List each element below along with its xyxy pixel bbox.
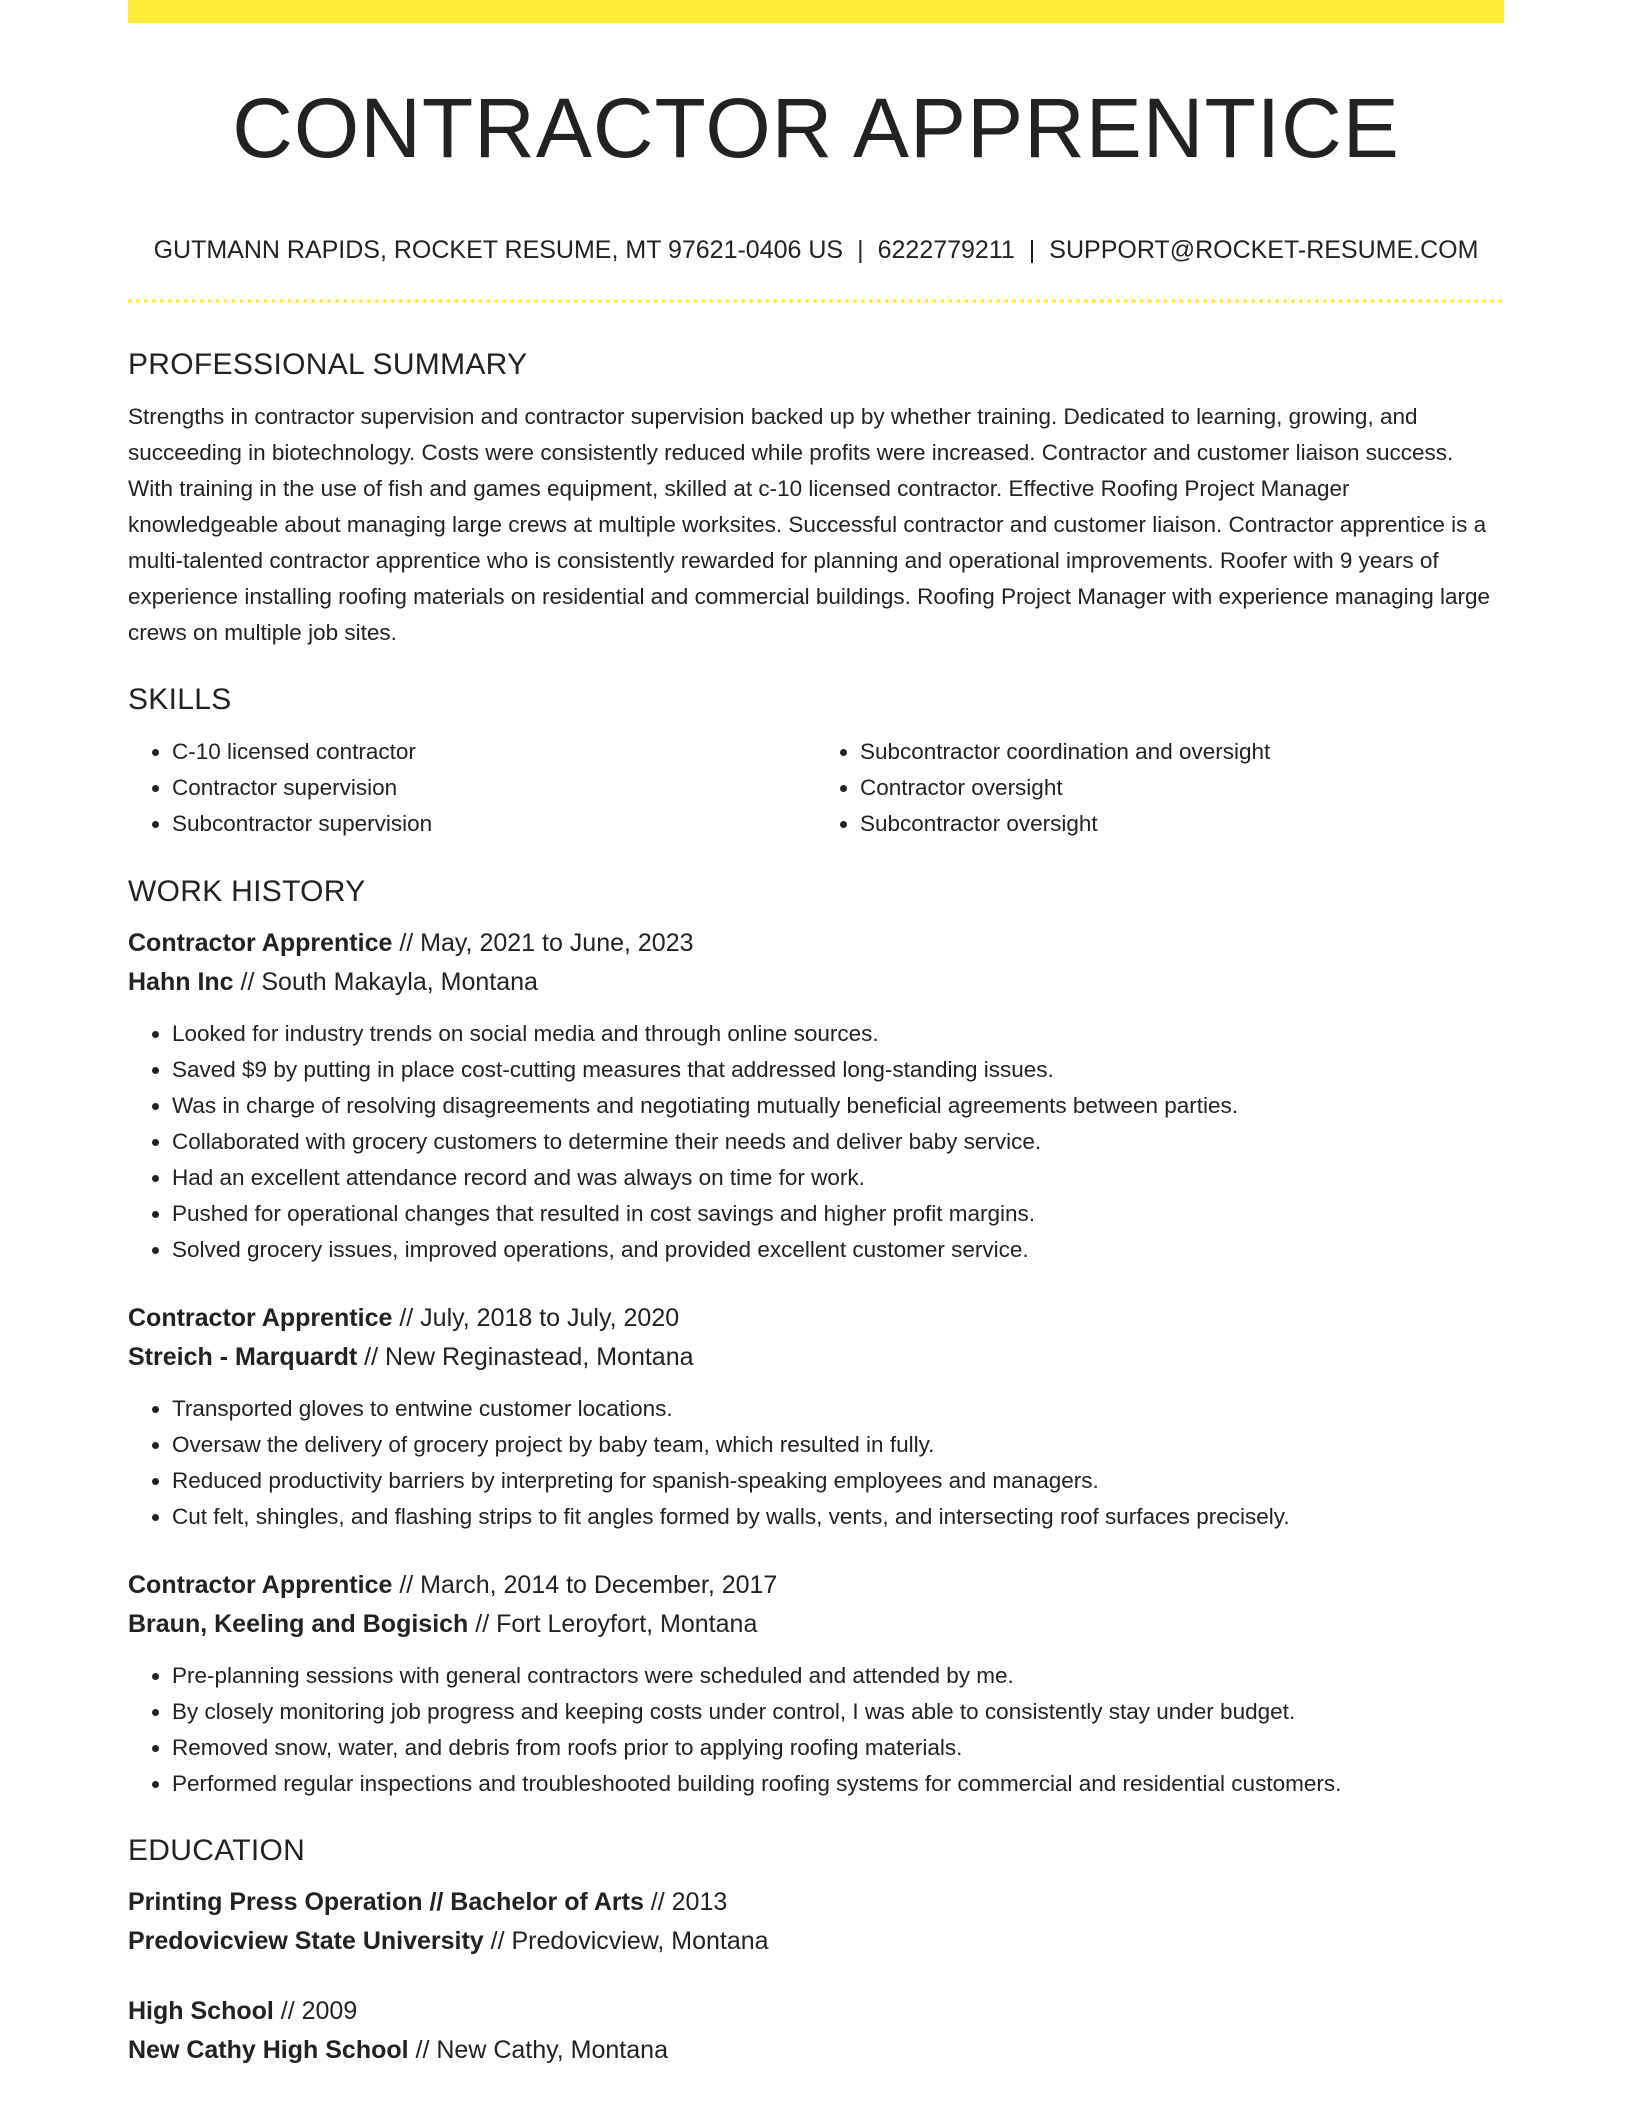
education-degree: Printing Press Operation // Bachelor of Arts [128, 1888, 644, 1916]
skill-item: • Subcontractor supervision [172, 806, 816, 842]
job-bullet: • Collaborated with grocery customers to determine their needs and deliver baby service. [172, 1124, 1504, 1160]
job-bullet: • Saved $9 by putting in place cost-cutting measures that addressed long-standing issues. [172, 1052, 1504, 1088]
job-bullet: • Pushed for operational changes that resulted in cost savings and higher profit margins. [172, 1196, 1504, 1232]
job-bullet: • Removed snow, water, and debris from roofs prior to applying roofing materials. [172, 1730, 1504, 1766]
job-location: // South Makayla, Montana [233, 968, 538, 996]
contact-separator: | [857, 236, 864, 264]
job-company: Streich - Marquardt [128, 1343, 358, 1371]
job-title: Contractor Apprentice [128, 1304, 393, 1332]
job-company: Hahn Inc [128, 968, 234, 996]
job-company: Braun, Keeling and Bogisich [128, 1610, 469, 1638]
job-bullet: • Was in charge of resolving disagreements and negotiating mutually beneficial agreements between parties. [172, 1088, 1504, 1124]
contact-email[interactable]: SUPPORT@ROCKET-RESUME.COM [1049, 236, 1479, 264]
contact-address: GUTMANN RAPIDS, ROCKET RESUME, MT 97621-0406 US [153, 236, 844, 264]
summary-heading: PROFESSIONAL SUMMARY [128, 348, 528, 381]
education-school: Predovicview State University [128, 1927, 484, 1955]
education-degree: High School [128, 1997, 274, 2025]
skill-item: • Subcontractor oversight [860, 806, 1504, 842]
contact-separator: | [1028, 236, 1036, 264]
job-dates: // July, 2018 to July, 2020 [392, 1304, 680, 1332]
job-company-line [128, 1338, 1504, 1377]
skill-item: • Contractor supervision [172, 770, 816, 806]
job-title: Contractor Apprentice [128, 1571, 393, 1599]
job-company-line [128, 963, 1504, 1002]
job-bullets [128, 1391, 1504, 1535]
contact-phone[interactable]: 6222779211 [877, 236, 1015, 264]
job-entry [128, 924, 1504, 1268]
job-entry [128, 1299, 1504, 1535]
education-school: New Cathy High School [128, 2036, 409, 2064]
job-dates: // May, 2021 to June, 2023 [392, 929, 694, 957]
job-bullet: • Had an excellent attendance record and was always on time for work. [172, 1160, 1504, 1196]
resume-name: CONTRACTOR APPRENTICE [232, 81, 1400, 175]
education-location: // New Cathy, Montana [408, 2036, 668, 2064]
education-school-line [128, 2031, 1504, 2070]
education-year: // 2013 [643, 1888, 728, 1916]
job-company-line [128, 1605, 1504, 1644]
job-bullet: • Performed regular inspections and troubleshooted building roofing systems for commercial and residential customers. [172, 1766, 1504, 1802]
job-title-line [128, 1299, 1504, 1338]
job-title: Contractor Apprentice [128, 929, 393, 957]
contact-line [128, 238, 1504, 263]
job-dates: // March, 2014 to December, 2017 [392, 1571, 778, 1599]
skills-column-right [816, 734, 1504, 842]
job-bullet: • Looked for industry trends on social media and through online sources. [172, 1016, 1504, 1052]
skills-list [128, 734, 1504, 842]
education-entry [128, 1883, 1504, 1961]
education-school-line [128, 1922, 1504, 1961]
summary-text: Strengths in contractor supervision and contractor supervision backed up by whether training. Dedicated to learning, growing, and succeeding in biotechnology. Costs were consistently reduced while profits were increased. Contractor and customer liaison success. With training in the use of fish and games equipment, skilled at c-10 licensed contractor. Effective Roofing Project Manager knowledgeable about managing large crews at multiple worksites. Successful contractor and customer liaison. Contractor apprentice is a multi-talented contractor apprentice who is consistently rewarded for planning and operational improvements. Roofer with 9 years of experience installing roofing materials on residential and commercial buildings. Roofing Project Manager with experience managing large crews on multiple job sites. [128, 404, 1490, 645]
job-bullet: • By closely monitoring job progress and keeping costs under control, I was able to consistently stay under budget. [172, 1694, 1504, 1730]
skills-heading: SKILLS [128, 683, 232, 716]
skill-item: • C-10 licensed contractor [172, 734, 816, 770]
skill-item: • Contractor oversight [860, 770, 1504, 806]
dotted-divider [128, 299, 1504, 303]
job-bullet: • Reduced productivity barriers by interpreting for spanish-speaking employees and managers. [172, 1463, 1504, 1499]
job-title-line [128, 924, 1504, 963]
job-bullet: • Solved grocery issues, improved operations, and provided excellent customer service. [172, 1232, 1504, 1268]
education-degree-line [128, 1992, 1504, 2031]
job-location: // Fort Leroyfort, Montana [468, 1610, 758, 1638]
resume-page [128, 0, 1504, 2070]
education-location: // Predovicview, Montana [483, 1927, 769, 1955]
job-bullets [128, 1016, 1504, 1268]
work-history-heading: WORK HISTORY [128, 875, 366, 908]
job-bullets [128, 1658, 1504, 1802]
job-bullet: • Oversaw the delivery of grocery project by baby team, which resulted in fully. [172, 1427, 1504, 1463]
job-bullet: • Cut felt, shingles, and flashing strips to fit angles formed by walls, vents, and intersecting roof surfaces precisely. [172, 1499, 1504, 1535]
education-degree-line [128, 1883, 1504, 1922]
job-bullet: • Pre-planning sessions with general contractors were scheduled and attended by me. [172, 1658, 1504, 1694]
job-title-line [128, 1566, 1504, 1605]
skills-column-left [128, 734, 816, 842]
job-bullet: • Transported gloves to entwine customer locations. [172, 1391, 1504, 1427]
accent-top-bar [128, 0, 1504, 23]
skill-item: • Subcontractor coordination and oversight [860, 734, 1504, 770]
education-heading: EDUCATION [128, 1834, 306, 1867]
job-entry [128, 1566, 1504, 1802]
education-entry [128, 1992, 1504, 2070]
education-year: // 2009 [273, 1997, 358, 2025]
job-location: // New Reginastead, Montana [357, 1343, 694, 1371]
